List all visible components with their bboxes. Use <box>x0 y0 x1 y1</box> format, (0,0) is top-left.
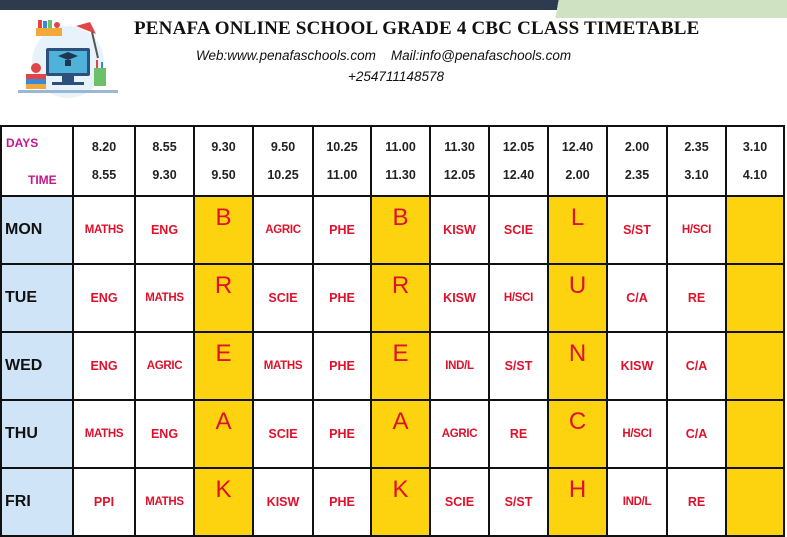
time-slot-header <box>548 126 607 196</box>
time-slot-header <box>135 126 194 196</box>
days-time-corner <box>1 126 73 196</box>
subject-cell: RE <box>667 264 726 332</box>
time-slot-header <box>726 126 784 196</box>
subject-cell: S/ST <box>489 332 548 400</box>
subject-cell: AGRIC <box>430 400 489 468</box>
break-letter: E <box>215 340 232 367</box>
subject-cell: SCIE <box>253 400 313 468</box>
subject-cell: ENG <box>73 264 135 332</box>
break-cell <box>548 264 607 332</box>
day-label: FRI <box>1 468 73 536</box>
break-letter: R <box>391 272 410 299</box>
time-label: TIME <box>28 173 57 187</box>
break-letter: B <box>392 204 409 231</box>
day-label: TUE <box>1 264 73 332</box>
slot-start: 9.30 <box>211 140 236 154</box>
day-label: WED <box>1 332 73 400</box>
subject-cell: C/A <box>667 400 726 468</box>
break-letter: C <box>568 408 587 435</box>
subject-cell: H/SCI <box>607 400 667 468</box>
slot-end: 12.40 <box>502 168 535 182</box>
break-cell <box>194 468 253 536</box>
slot-start: 8.55 <box>152 140 177 154</box>
break-cell <box>726 400 784 468</box>
subject-cell: S/ST <box>607 196 667 264</box>
day-label: MON <box>1 196 73 264</box>
subject-cell: RE <box>667 468 726 536</box>
subject-cell: SCIE <box>430 468 489 536</box>
time-slot-header <box>313 126 371 196</box>
subject-cell: PHE <box>313 196 371 264</box>
break-cell <box>548 468 607 536</box>
subject-cell: S/ST <box>489 468 548 536</box>
break-letter: U <box>568 272 587 299</box>
subject-cell: SCIE <box>253 264 313 332</box>
slot-start: 9.50 <box>270 140 296 154</box>
days-label: DAYS <box>6 136 39 150</box>
break-letter: A <box>392 408 409 435</box>
day-row <box>1 468 784 536</box>
break-letter: K <box>215 476 232 503</box>
day-row <box>1 196 784 264</box>
slot-start: 2.00 <box>624 140 650 154</box>
contact-info: Web:www.penafaschools.com Mail:info@penafaschools.com <box>196 48 572 63</box>
break-letter: A <box>215 408 232 435</box>
break-cell <box>548 332 607 400</box>
time-slot-header <box>253 126 313 196</box>
day-row <box>1 264 784 332</box>
time-slot-header <box>430 126 489 196</box>
subject-cell: AGRIC <box>253 196 313 264</box>
slot-end: 4.10 <box>742 168 768 182</box>
break-letter: N <box>568 340 587 367</box>
page-title: PENAFA ONLINE SCHOOL GRADE 4 CBC CLASS TIMETABLE <box>134 18 700 39</box>
slot-start: 11.30 <box>444 140 475 154</box>
break-letter: H <box>568 476 587 503</box>
slot-end: 8.55 <box>91 168 117 182</box>
subject-cell: MATHS <box>135 468 194 536</box>
break-cell <box>726 468 784 536</box>
subject-cell: KISW <box>430 196 489 264</box>
day-row <box>1 400 784 468</box>
slot-end: 9.50 <box>211 168 236 182</box>
break-cell <box>726 196 784 264</box>
time-header-row <box>1 126 784 196</box>
slot-end: 9.30 <box>152 168 177 182</box>
subject-cell: KISW <box>430 264 489 332</box>
break-cell <box>194 332 253 400</box>
slot-start: 10.25 <box>326 140 358 154</box>
slot-start: 11.00 <box>385 140 416 154</box>
slot-start: 12.40 <box>561 140 594 154</box>
subject-cell: IND/L <box>430 332 489 400</box>
slot-start: 12.05 <box>502 140 535 154</box>
break-cell <box>194 196 253 264</box>
time-slot-header <box>607 126 667 196</box>
subject-cell: MATHS <box>253 332 313 400</box>
subject-cell: H/SCI <box>489 264 548 332</box>
subject-cell: PHE <box>313 400 371 468</box>
top-banner-accent <box>527 0 787 18</box>
break-cell <box>371 332 430 400</box>
slot-end: 2.35 <box>624 168 650 182</box>
subject-cell: KISW <box>607 332 667 400</box>
subject-cell: PHE <box>313 468 371 536</box>
break-letter: E <box>392 340 409 367</box>
subject-cell: ENG <box>135 400 194 468</box>
subject-cell: H/SCI <box>667 196 726 264</box>
subject-cell: MATHS <box>73 196 135 264</box>
subject-cell: AGRIC <box>135 332 194 400</box>
subject-cell: MATHS <box>73 400 135 468</box>
break-letter: R <box>214 272 233 299</box>
time-slot-header <box>194 126 253 196</box>
break-cell <box>548 196 607 264</box>
subject-cell: ENG <box>73 332 135 400</box>
subject-cell: ENG <box>135 196 194 264</box>
time-slot-header <box>371 126 430 196</box>
subject-cell: C/A <box>607 264 667 332</box>
subject-cell: PHE <box>313 264 371 332</box>
slot-start: 3.10 <box>742 140 768 154</box>
subject-cell: MATHS <box>135 264 194 332</box>
day-label: THU <box>1 400 73 468</box>
break-letter: K <box>392 476 409 503</box>
subject-cell: PPI <box>73 468 135 536</box>
time-slot-header <box>73 126 135 196</box>
slot-end: 2.00 <box>565 168 590 182</box>
day-row <box>1 332 784 400</box>
break-cell <box>371 400 430 468</box>
slot-end: 3.10 <box>684 168 709 182</box>
slot-end: 11.00 <box>326 168 358 182</box>
subject-cell: RE <box>489 400 548 468</box>
break-cell <box>371 264 430 332</box>
phone-number: +254711148578 <box>348 69 444 84</box>
subject-cell: KISW <box>253 468 313 536</box>
break-cell <box>726 264 784 332</box>
slot-end: 12.05 <box>443 168 476 182</box>
subject-cell: IND/L <box>607 468 667 536</box>
break-cell <box>194 400 253 468</box>
slot-end: 11.30 <box>385 168 416 182</box>
subject-cell: C/A <box>667 332 726 400</box>
break-cell <box>371 196 430 264</box>
slot-start: 2.35 <box>684 140 709 154</box>
timetable <box>0 125 785 537</box>
break-cell <box>726 332 784 400</box>
break-letter: L <box>570 204 585 231</box>
subject-cell: SCIE <box>489 196 548 264</box>
break-letter: B <box>215 204 232 231</box>
slot-start: 8.20 <box>91 140 117 154</box>
break-cell <box>194 264 253 332</box>
slot-end: 10.25 <box>267 168 299 182</box>
break-cell <box>548 400 607 468</box>
subject-cell: PHE <box>313 332 371 400</box>
break-cell <box>371 468 430 536</box>
school-logo-icon <box>18 18 118 100</box>
time-slot-header <box>489 126 548 196</box>
time-slot-header <box>667 126 726 196</box>
